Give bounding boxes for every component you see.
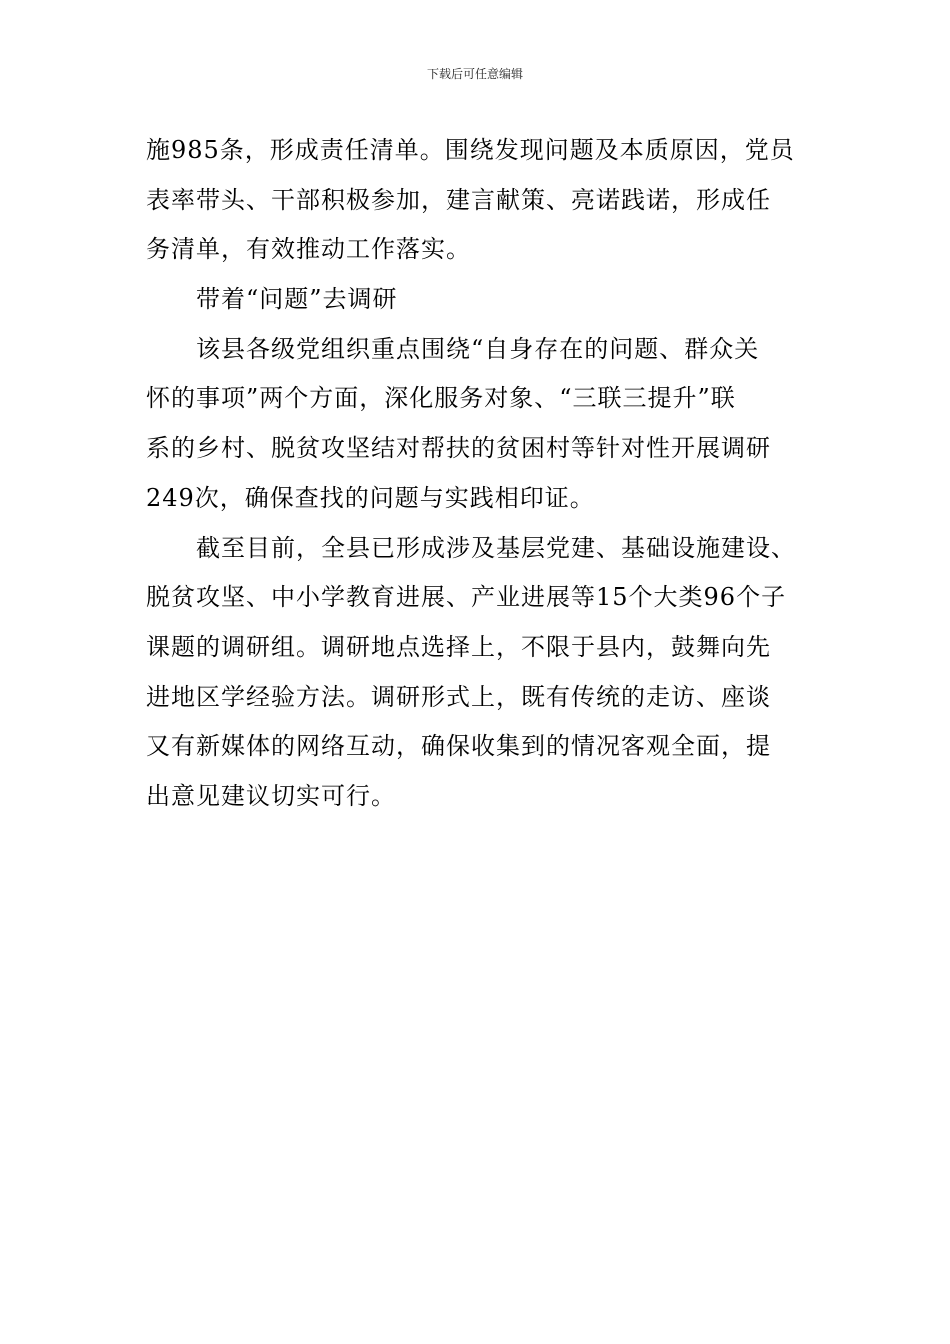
paragraph-line: 截至目前，全县已形成涉及基层党建、基础设施建设、 <box>196 533 796 562</box>
paragraph-line: 务清单，有效推动工作落实。 <box>146 235 471 264</box>
paragraph-line: 249次，确保查找的问题与实践相印证。 <box>146 483 595 512</box>
paragraph-line: 表率带头、干部积极参加，建言献策、亮诺践诺，形成任 <box>146 185 771 214</box>
header-note: 下载后可任意编辑 <box>426 67 523 81</box>
paragraph-line: 怀的事项”两个方面，深化服务对象、“三联三提升”联 <box>146 384 736 413</box>
paragraph-line: 施985条，形成责任清单。围绕发现问题及本质原因，党员 <box>146 136 795 164</box>
paragraph-line: 出意见建议切实可行。 <box>146 781 396 810</box>
paragraph-line: 该县各级党组织重点围绕“自身存在的问题、群众关 <box>196 334 760 363</box>
paragraph-line: 脱贫攻坚、中小学教育进展、产业进展等15个大类96个子 <box>146 583 787 612</box>
section-heading: 带着“问题”去调研 <box>196 285 398 314</box>
paragraph-line: 课题的调研组。调研地点选择上，不限于县内，鼓舞向先 <box>146 632 771 661</box>
paragraph-line: 系的乡村、脱贫攻坚结对帮扶的贫困村等针对性开展调研 <box>146 434 771 463</box>
paragraph-line: 又有新媒体的网络互动，确保收集到的情况客观全面，提 <box>146 732 771 761</box>
document-body <box>146 126 846 822</box>
paragraph-line: 进地区学经验方法。调研形式上，既有传统的走访、座谈 <box>146 682 771 711</box>
